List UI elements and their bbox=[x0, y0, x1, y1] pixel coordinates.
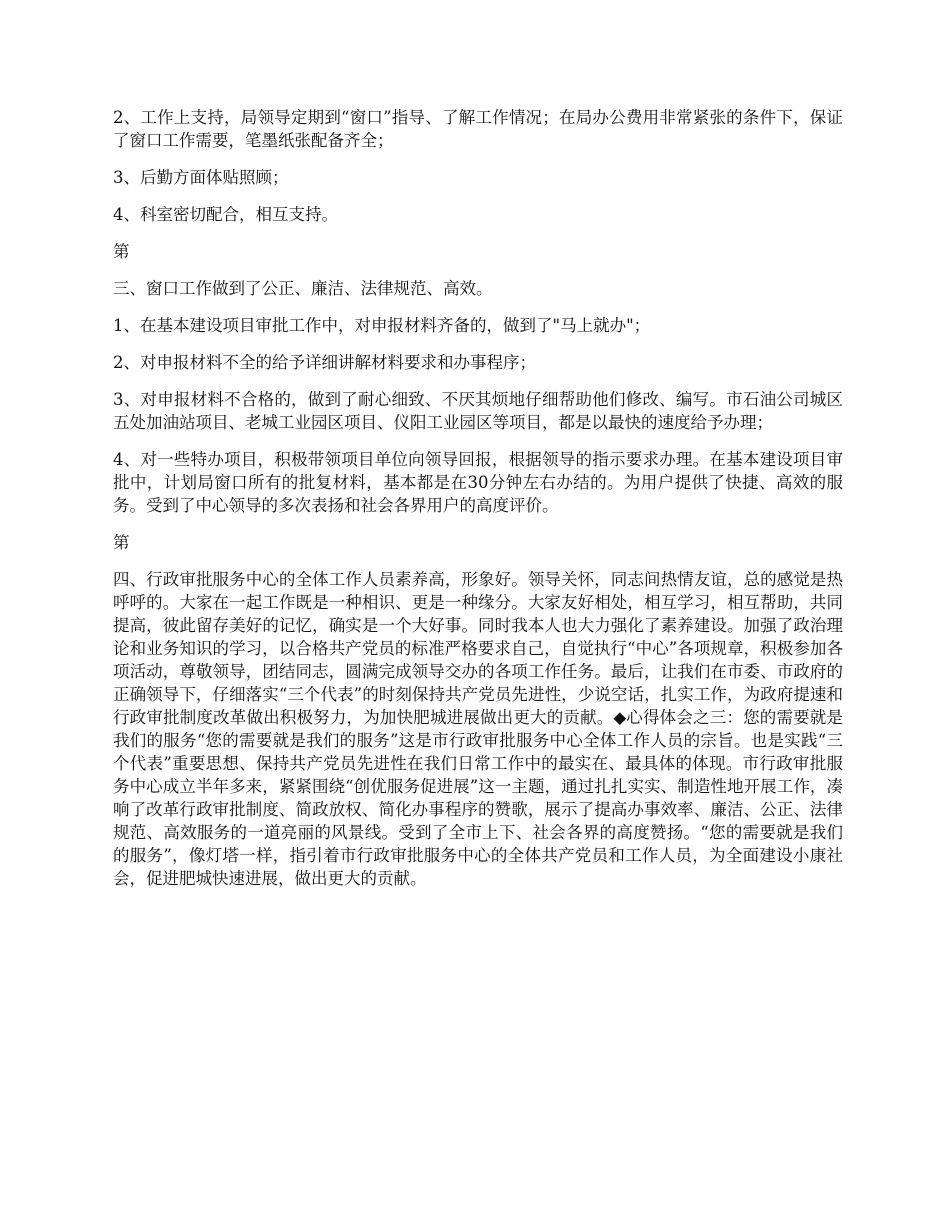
paragraph-marker: 第 bbox=[113, 533, 130, 552]
section-heading-three: 三、窗口工作做到了公正、廉洁、法律规范、高效。 bbox=[113, 279, 493, 298]
paragraph-logistics: 3、后勤方面体贴照顾； bbox=[113, 168, 289, 187]
document-body bbox=[113, 106, 843, 904]
paragraph-item-two: 2、对申报材料不全的给予详细讲解材料要求和办事程序； bbox=[113, 353, 536, 372]
paragraph-marker: 第 bbox=[113, 242, 130, 261]
paragraph-item-one: 1、在基本建设项目审批工作中，对申报材料齐备的，做到了"马上就办"； bbox=[113, 316, 651, 335]
paragraph-support-work: 2、工作上支持，局领导定期到“窗口”指导、了解工作情况；在局办公费用非常紧张的条件下，保证了窗口工作需要，笔墨纸张配备齐全； bbox=[113, 108, 843, 150]
section-four-body: 四、行政审批服务中心的全体工作人员素养高，形象好。领导关怀，同志间热情友谊，总的感觉是热呼呼的。大家在一起工作既是一种相识、更是一种缘分。大家友好相处，相互学习，相互帮助，共同提高，彼此留存美好的记忆，确实是一个大好事。同时我本人也大力强化了素养建设。加强了政治理论和业务知识的学习，以合格共产党员的标准严格要求自己，自觉执行“中心”各项规章，积极参加各项活动，尊敬领导，团结同志，圆满完成领导交办的各项工作任务。最后，让我们在市委、市政府的正确领导下，仔细落实“三个代表”的时刻保持共产党员先进性，少说空话，扎实工作，为政府提速和行政审批制度改革做出积极努力，为加快肥城进展做出更大的贡献。◆心得体会之三：您的需要就是我们的服务“您的需要就是我们的服务”这是市行政审批服务中心全体工作人员的宗旨。也是实践“三个代表”重要思想、保持共产党员先进性在我们日常工作中的最实在、最具体的体现。市行政审批服务中心成立半年多来，紧紧围绕“创优服务促进展”这一主题，通过扎扎实实、制造性地开展工作，凑响了改革行政审批制度、简政放权、简化办事程序的赞歌，展示了提高办事效率、廉洁、公正、法律规范、高效服务的一道亮丽的风景线。受到了全市上下、社会各界的高度赞扬。“您的需要就是我们的服务”，像灯塔一样，指引着市行政审批服务中心的全体共产党员和工作人员，为全面建设小康社会，促进肥城快速进展，做出更大的贡献。 bbox=[113, 570, 843, 888]
paragraph-item-four: 4、对一些特办项目，积极带领项目单位向领导回报，根据领导的指示要求办理。在基本建设项目审批中，计划局窗口所有的批复材料，基本都是在30分钟左右办结的。为用户提供了快捷、高效的服务。受到了中心领导的多次表扬和社会各界用户的高度评价。 bbox=[113, 450, 843, 515]
paragraph-cooperation: 4、科室密切配合，相互支持。 bbox=[113, 205, 338, 224]
paragraph-item-three: 3、对申报材料不合格的，做到了耐心细致、不厌其烦地仔细帮助他们修改、编写。市石油公司城区五处加油站项目、老城工业园区项目、仪阳工业园区等项目，都是以最快的速度给予办理； bbox=[113, 390, 843, 432]
